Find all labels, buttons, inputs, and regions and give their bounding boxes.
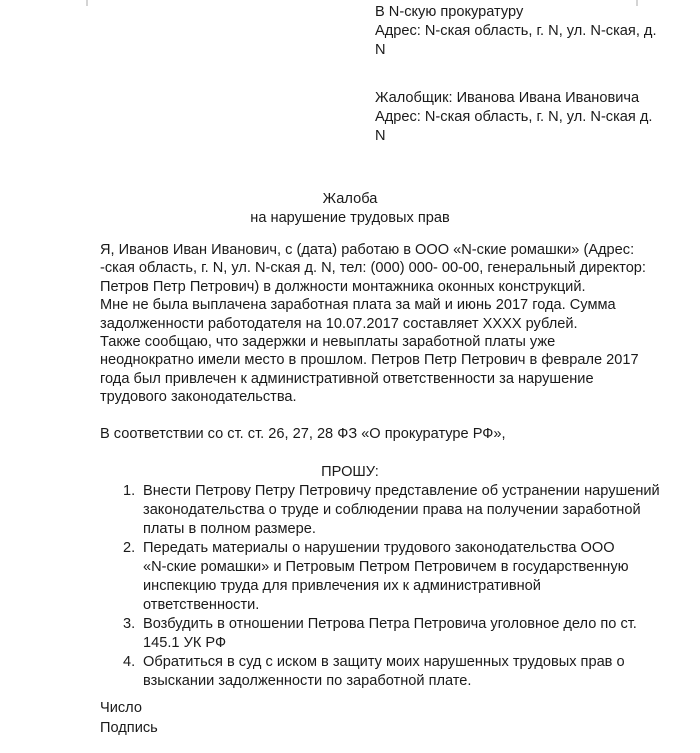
body-line: Также сообщаю, что задержки и невыплаты заработной платы уже: [100, 334, 556, 351]
body-line: Петров Петр Петрович) в должности монтажника оконных конструкций.: [100, 278, 586, 295]
body-line: неоднократно имели место в прошлом. Петров Петр Петрович в феврале 2017: [100, 352, 639, 369]
complaint-body: [100, 241, 660, 407]
signature-label: Подпись: [100, 720, 158, 736]
list-item-line: Обратиться в суд с иском в защиту моих нарушенных трудовых прав о: [143, 654, 625, 670]
complainant-address-line: N: [375, 128, 386, 144]
list-item-line: законодательства о труде и соблюдении права на получении заработной: [143, 502, 641, 518]
complainant: Жалобщик: Иванова Ивана Ивановича: [375, 90, 640, 106]
list-item-line: Передать материалы о нарушении трудового законодательства ООО: [143, 540, 615, 556]
request-list: [100, 482, 660, 691]
list-number: 3.: [123, 616, 136, 632]
list-number: 4.: [123, 654, 136, 670]
list-item-line: «N-ские ромашки» и Петровым Петром Петровичем в государственную: [143, 559, 629, 575]
list-item-line: взыскании задолженности по заработной плате.: [143, 673, 472, 689]
list-item-line: 145.1 УК РФ: [143, 635, 227, 651]
signature-block: [100, 698, 158, 738]
title-line: Жалоба: [322, 191, 378, 207]
list-item-line: ответственности.: [143, 597, 260, 613]
body-line: трудового законодательства.: [100, 389, 297, 406]
list-item-line: инспекцию труда для привлечения их к административной: [143, 578, 541, 594]
addressee-address-line: Адрес: N-ская область, г. N, ул. N-ская, д.: [375, 23, 657, 39]
list-number: 2.: [123, 540, 136, 556]
addressee-block: [375, 3, 675, 146]
body-line: -ская область, г. N, ул. N-ская д. N, тел: (000) 000- 00-00, генеральный директор:: [100, 260, 646, 277]
request-heading: ПРОШУ:: [321, 464, 379, 480]
body-line: Мне не была выплачена заработная плата за май и июнь 2017 года. Сумма: [100, 297, 616, 314]
addressee: В N-скую прокуратуру: [375, 4, 524, 20]
list-item-line: Внести Петрову Петру Петровичу представление об устранении нарушений: [143, 483, 660, 499]
addressee-address-line: N: [375, 42, 386, 58]
body-line: задолженности работодателя на 10.07.2017 составляет XXXX рублей.: [100, 315, 578, 332]
list-item: [100, 539, 660, 615]
document-title: [0, 190, 700, 228]
date-label: Число: [100, 700, 142, 716]
list-number: 1.: [123, 483, 136, 499]
edge-mark-left: [86, 0, 88, 6]
list-item-line: Возбудить в отношении Петрова Петра Петровича уголовное дело по ст.: [143, 616, 637, 632]
list-item: [100, 615, 660, 653]
list-item-line: платы в полном размере.: [143, 521, 316, 537]
complainant-address-line: Адрес: N-ская область, г. N, ул. N-ская д.: [375, 109, 653, 125]
body-line: года был привлечен к административной ответственности за нарушение: [100, 370, 594, 387]
title-line: на нарушение трудовых прав: [250, 210, 450, 226]
legal-basis: В соответствии со ст. ст. 26, 27, 28 ФЗ «О прокуратуре РФ»,: [100, 426, 506, 442]
list-item: [100, 653, 660, 691]
list-item: [100, 482, 660, 539]
body-line: Я, Иванов Иван Иванович, с (дата) работаю в ООО «N-ские ромашки» (Адрес:: [100, 242, 635, 258]
